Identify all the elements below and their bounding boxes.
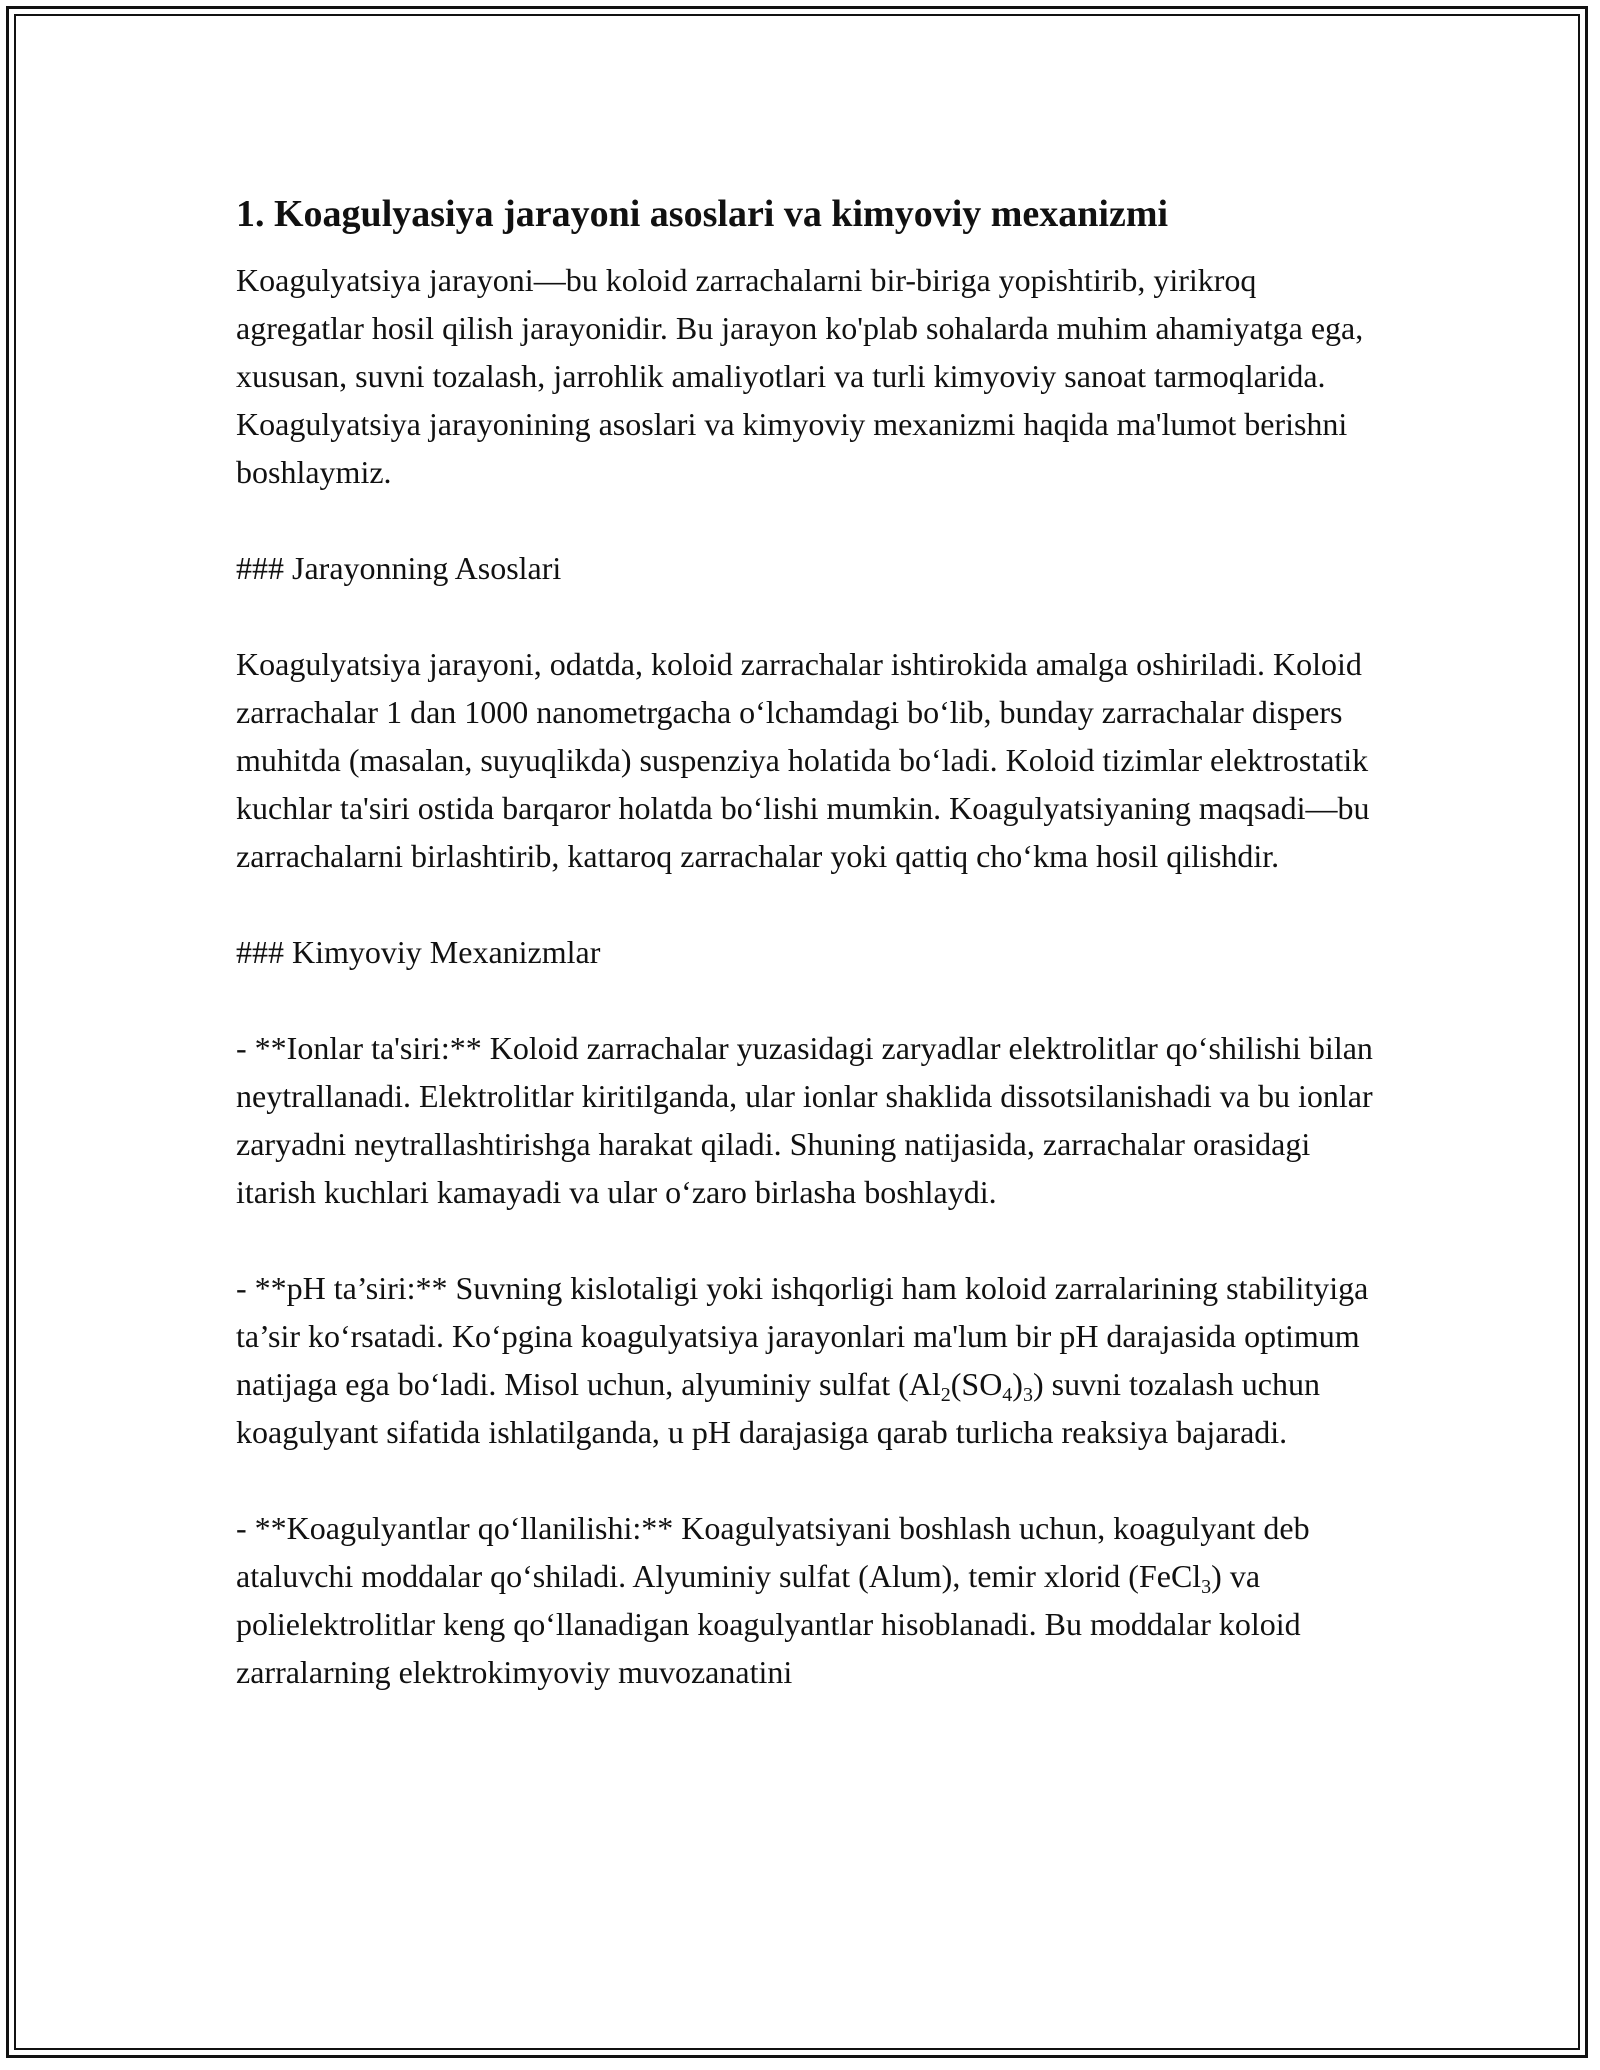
bullet-koagulyantlar <box>236 1504 1380 1696</box>
bullet-ph-text-1: - **pH ta’siri:** Suvning kislotaligi yoki ishqorligi ham koloid zarralarining stabilityiga ta’sir ko‘rsatadi. Ko‘pgina koagulyatsiya jarayonlari ma'lum bir pH darajasida optimum natijaga ega bo‘ladi. Misol uchun, alyuminiy sulfat (Al <box>236 1270 1369 1402</box>
paragraph-gap <box>236 976 1380 1024</box>
bullet-ph-text-3: ) <box>1012 1366 1023 1402</box>
bullet-koagulyantlar-text-2: ) va polielektrolitlar keng qo‘llanadigan koagulyantlar hisoblanadi. Bu moddalar koloid zarralarning elektrokimyoviy muvozanatini <box>236 1558 1301 1690</box>
bullet-koagulyantlar-sub-1: 3 <box>1201 1576 1212 1598</box>
bullet-koagulyantlar-text-1: - **Koagulyantlar qo‘llanilishi:** Koagulyatsiyani boshlash uchun, koagulyant deb ataluvchi moddalar qo‘shiladi. Alyuminiy sulfat (Alum), temir xlorid (FeCl <box>236 1510 1310 1594</box>
bullet-ionlar: - **Ionlar ta'siri:** Koloid zarrachalar yuzasidagi zaryadlar elektrolitlar qo‘shilishi bilan neytrallanadi. Elektrolitlar kiritilganda, ular ionlar shaklida dissotsilanishadi va bu ionlar zaryadni neytrallashtirishga harakat qiladi. Shuning natijasida, zarrachalar orasidagi itarish kuchlari kamayadi va ular o‘zaro birlasha boshlaydi. <box>236 1030 1373 1210</box>
paragraph-gap <box>236 1456 1380 1504</box>
section-title-mexanizmlar: ### Kimyoviy Mexanizmlar <box>236 934 601 970</box>
section-title-asoslari: ### Jarayonning Asoslari <box>236 550 562 586</box>
paragraph-gap <box>236 1216 1380 1264</box>
bullet-ph-sub-2: 4 <box>1002 1384 1013 1406</box>
bullet-ph-sub-1: 2 <box>940 1384 951 1406</box>
paragraph-gap <box>236 880 1380 928</box>
document-body <box>236 186 1380 1696</box>
paragraph-gap <box>236 592 1380 640</box>
bullet-ph-text-4: ) suvni tozalash uchun koagulyant sifatida ishlatilganda, u pH darajasiga qarab turlicha reaksiya bajaradi. <box>236 1366 1320 1450</box>
bullet-ph <box>236 1264 1380 1456</box>
document-heading: 1. Koagulyasiya jarayoni asoslari va kimyoviy mexanizmi <box>236 193 1169 235</box>
paragraph-gap <box>236 496 1380 544</box>
section-asoslari-paragraph: Koagulyatsiya jarayoni, odatda, koloid zarrachalar ishtirokida amalga oshiriladi. Koloid zarrachalar 1 dan 1000 nanometrgacha o‘lchamdagi bo‘lib, bunday zarrachalar dispers muhitda (masalan, suyuqlikda) suspenziya holatida bo‘ladi. Koloid tizimlar elektrostatik kuchlar ta'siri ostida barqaror holatda bo‘lishi mumkin. Koagulyatsiyaning maqsadi—bu zarrachalarni birlashtirib, kattaroq zarrachalar yoki qattiq cho‘kma hosil qilishdir. <box>236 646 1370 874</box>
bullet-ph-sub-3: 3 <box>1022 1384 1033 1406</box>
intro-paragraph: Koagulyatsiya jarayoni—bu koloid zarrachalarni bir-biriga yopishtirib, yirikroq agregatlar hosil qilish jarayonidir. Bu jarayon ko'plab sohalarda muhim ahamiyatga ega, xususan, suvni tozalash, jarrohlik amaliyotlari va turli kimyoviy sanoat tarmoqlarida. Koagulyatsiya jarayonining asoslari va kimyoviy mexanizmi haqida ma'lumot berishni boshlaymiz. <box>236 262 1364 490</box>
bullet-ph-text-2: (SO <box>950 1366 1003 1402</box>
